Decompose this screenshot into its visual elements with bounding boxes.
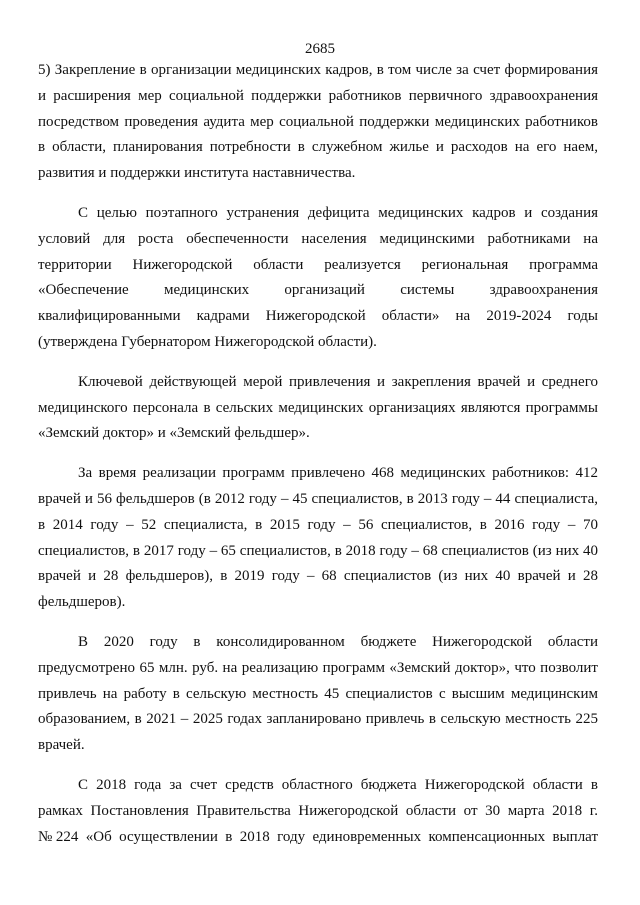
document-body <box>38 58 598 850</box>
paragraph-program-results: За время реализации программ привлечено 468 медицинских работников: 412 врачей и 56 фельдшеров (в 2012 году – 45 специалистов, в 2013 году – 44 специалиста, в 2014 году – 52 специалиста, в 2015 году – 56 специалистов, в 2016 году – 70 специалистов, в 2017 году – 65 специалистов, в 2018 году – 68 специалистов (из них 40 врачей и 28 фельдшеров), в 2019 году – 68 специалистов (из них 40 врачей и 28 фельдшеров). <box>38 465 598 611</box>
paragraph-budget-2020: В 2020 году в консолидированном бюджете Нижегородской области предусмотрено 65 млн. руб. на реализацию программ «Земский доктор», что позволит привлечь на работу в сельскую местность 45 специалистов с высшим медицинским образованием, в 2021 – 2025 годах запланировано привлечь в сельскую местность 225 врачей. <box>38 633 598 754</box>
paragraph-compensation-payments: С 2018 года за счет средств областного бюджета Нижегородской области в рамках Постановления Правительства Нижегородской области от 30 марта 2018 г. №224 «Об осуществлении в 2018 году единовременных компенсационных выплат <box>38 776 598 845</box>
paragraph-zemsky-programs: Ключевой действующей мерой привлечения и закрепления врачей и среднего медицинского персонала в сельских медицинских организациях являются программы «Земский доктор» и «Земский фельдшер». <box>38 373 598 442</box>
paragraph-staff-retention: 5) Закрепление в организации медицинских кадров, в том числе за счет формирования и расширения мер социальной поддержки работников первичного здравоохранения посредством проведения аудита мер социальной поддержки медицинских работников в области, планирования потребности в служебном жилье и расходов на его наем, развития и поддержки института наставничества. <box>38 62 598 182</box>
page-number: 2685 <box>305 41 335 57</box>
paragraph-regional-program: С целью поэтапного устранения дефицита медицинских кадров и создания условий для роста обеспеченности населения медицинскими работниками на территории Нижегородской области реализуется региональная программа «Обеспечение медицинских организаций системы здравоохранения квалифицированными кадрами Нижегородской области» на 2019-2024 годы (утверждена Губернатором Нижегородской области). <box>38 204 598 350</box>
